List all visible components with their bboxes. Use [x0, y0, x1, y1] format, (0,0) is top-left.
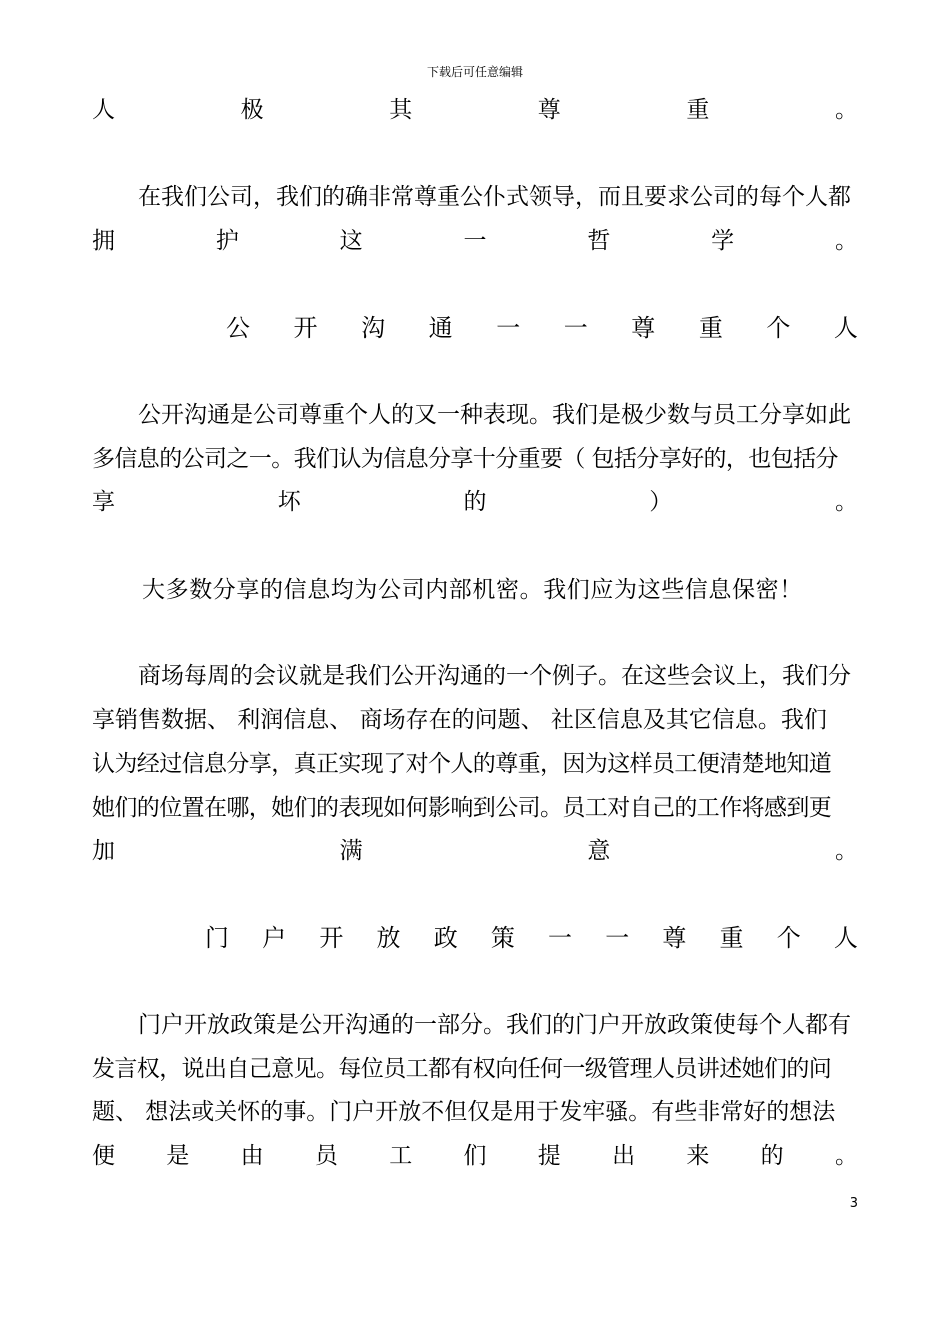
char: 享	[92, 489, 115, 515]
char: 户	[262, 924, 287, 952]
char: 通	[428, 314, 453, 342]
char: 拥	[92, 228, 115, 254]
text-line	[92, 1141, 858, 1171]
char: ）	[649, 489, 673, 515]
char: 的	[463, 489, 487, 515]
char: 个	[776, 924, 801, 952]
paragraph-line: 多信息的公司之一。我们认为信息分享十分重要（ 包括分享好的，也包括分	[92, 446, 838, 472]
char: 。	[834, 228, 858, 254]
char: 。	[834, 838, 858, 864]
text-line	[92, 836, 858, 866]
section-heading	[205, 923, 858, 953]
char: 尊	[662, 924, 687, 952]
paragraph-line: 门户开放政策是公开沟通的一部分。我们的门户开放政策使每个人都有	[138, 1012, 851, 1038]
paragraph-line: 大多数分享的信息均为公司内部机密。我们应为这些信息保密！	[142, 577, 803, 603]
char: 护	[215, 228, 239, 254]
paragraph-line: 发言权，说出自己意见。每位员工都有权向任何一级管理人员讲述她们的问	[92, 1056, 832, 1082]
paragraph-line: 享销售数据、 利润信息、 商场存在的问题、 社区信息及其它信息。我们	[92, 707, 827, 733]
char: 们	[463, 1143, 487, 1169]
text-line	[92, 226, 858, 256]
char: 政	[433, 924, 458, 952]
char: 一	[563, 314, 588, 342]
char: 一	[605, 924, 630, 952]
char: 。	[834, 1143, 858, 1169]
char: 一	[463, 228, 487, 254]
char: 极	[240, 97, 264, 123]
char: 员	[314, 1143, 338, 1169]
char: 一	[496, 314, 521, 342]
char: 提	[537, 1143, 561, 1169]
char: 。	[834, 97, 858, 123]
char: 重	[698, 314, 723, 342]
char: 重	[719, 924, 744, 952]
char: 。	[835, 489, 858, 515]
char: 来	[686, 1143, 710, 1169]
section-heading	[226, 313, 858, 343]
char: 人	[833, 924, 858, 952]
char: 开	[319, 924, 344, 952]
page-number: 3	[849, 1196, 858, 1211]
paragraph-line: 题、 想法或关怀的事。门户开放不但仅是用于发牢骚。有些非常好的想法	[92, 1099, 836, 1125]
char: 个	[766, 314, 791, 342]
char: 人	[92, 97, 115, 123]
char: 尊	[537, 97, 561, 123]
char: 开	[293, 314, 318, 342]
text-line	[92, 95, 858, 125]
char: 是	[166, 1143, 190, 1169]
char: 的	[760, 1143, 784, 1169]
char: 出	[612, 1143, 636, 1169]
char: 哲	[587, 228, 611, 254]
text-line	[92, 487, 858, 517]
page-header: 下载后可任意编辑	[426, 65, 523, 79]
char: 重	[686, 97, 710, 123]
char: 满	[339, 838, 363, 864]
char: 学	[711, 228, 735, 254]
paragraph-line: 她们的位置在哪，她们的表现如何影响到公司。员工对自己的工作将感到更	[92, 795, 832, 821]
paragraph-line: 公开沟通是公司尊重个人的又一种表现。我们是极少数与员工分享如此	[138, 402, 851, 428]
paragraph-line: 在我们公司，我们的确非常尊重公仆式领导，而且要求公司的每个人都	[138, 184, 851, 210]
char: 人	[833, 314, 858, 342]
char: 放	[376, 924, 401, 952]
char: 公	[226, 314, 250, 342]
char: 意	[587, 838, 611, 864]
paragraph-line: 商场每周的会议就是我们公开沟通的一个例子。在这些会议上，我们分	[138, 663, 851, 689]
char: 其	[389, 97, 413, 123]
char: 尊	[631, 314, 656, 342]
char: 策	[490, 924, 515, 952]
char: 工	[389, 1143, 413, 1169]
char: 便	[92, 1143, 115, 1169]
char: 由	[240, 1143, 264, 1169]
char: 沟	[361, 314, 386, 342]
paragraph-line: 认为经过信息分享，真正实现了对个人的尊重，因为这样员工便清楚地知道	[92, 751, 832, 777]
char: 这	[339, 228, 363, 254]
char: 门	[205, 924, 229, 952]
char: 加	[92, 838, 115, 864]
char: 坏	[277, 489, 301, 515]
char: 一	[548, 924, 573, 952]
